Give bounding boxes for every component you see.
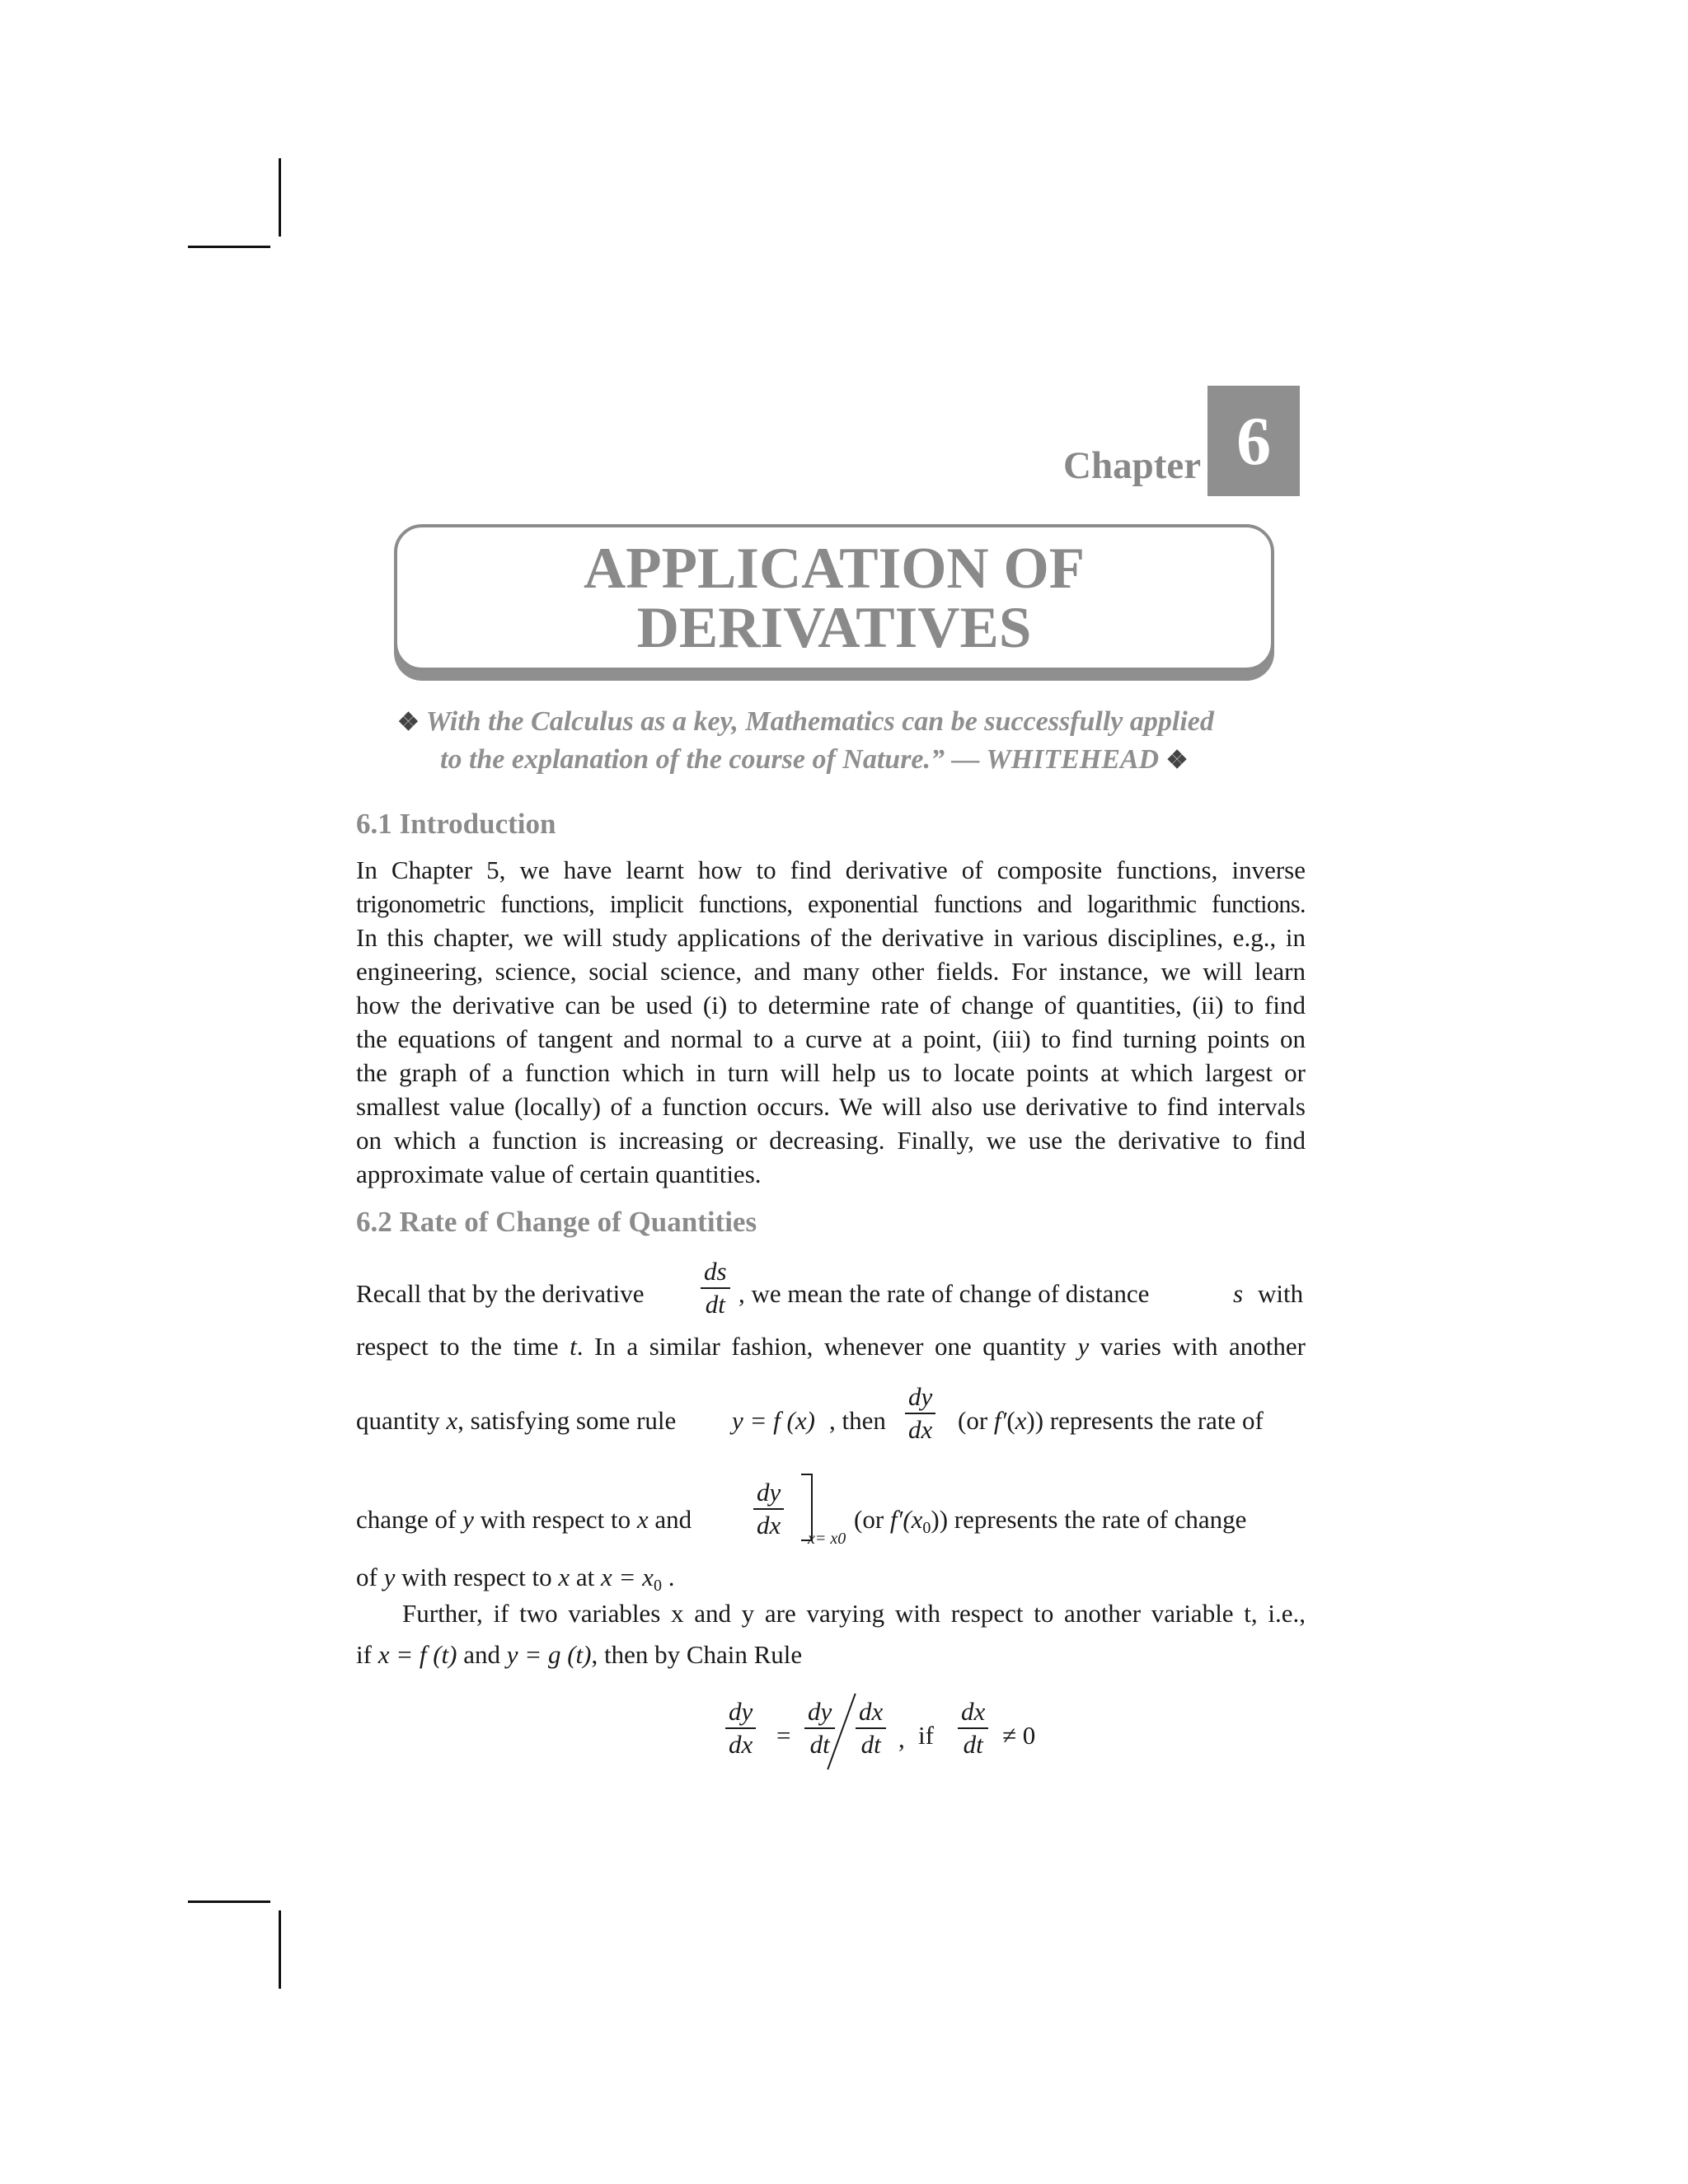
- text-segment: varies with another: [1089, 1332, 1306, 1361]
- fraction-dy-dx: [905, 1381, 935, 1446]
- paragraph-line: In this chapter, we will study applications of the derivative in various disciplines, e.g., in: [356, 923, 1306, 952]
- fraction-denominator: dx: [757, 1511, 781, 1540]
- text-segment: and: [457, 1640, 507, 1669]
- fraction-numerator: dy: [729, 1697, 753, 1726]
- equation-y-equals-f-x: y = f (x): [732, 1406, 815, 1435]
- chapter-title-line-2: DERIVATIVES: [636, 596, 1032, 660]
- section-heading-introduction: 6.1 Introduction: [356, 808, 556, 840]
- diamond-icon: ❖: [397, 709, 420, 736]
- not-equal-zero: ≠ 0: [1002, 1721, 1036, 1750]
- crop-mark-bottom-vertical: [279, 1910, 281, 1989]
- paragraph-line: the graph of a function which in turn will help us to locate points at which largest or: [356, 1058, 1306, 1087]
- paragraph-line: engineering, science, social science, and many other fields. For instance, we will learn: [356, 957, 1306, 986]
- subscript: 0: [653, 1577, 662, 1595]
- text-segment: if: [356, 1640, 378, 1669]
- fraction-denominator: dt: [705, 1290, 725, 1319]
- chain-rule-equation: [725, 1690, 1071, 1772]
- equation-x-equals-x0: x = x: [601, 1563, 654, 1591]
- variable-x: x: [558, 1563, 570, 1591]
- variable-t: t: [570, 1332, 577, 1361]
- paragraph-line: smallest value (locally) of a function occurs. We will also use derivative to find intervals: [356, 1092, 1306, 1121]
- text-segment: with respect to: [395, 1563, 559, 1591]
- fraction-denominator: dt: [963, 1730, 983, 1759]
- chapter-number: 6: [1207, 386, 1300, 496]
- fraction-numerator: dx: [961, 1697, 986, 1726]
- fraction-denominator: dt: [860, 1730, 881, 1759]
- text-if: if: [918, 1721, 934, 1750]
- fraction-denominator: dt: [809, 1730, 830, 1759]
- comma: ,: [898, 1724, 905, 1753]
- equation-x-equals-f-t: x = f (t): [377, 1640, 457, 1669]
- paragraph-line: [356, 1330, 1306, 1363]
- fraction-dx-dt: [856, 1696, 886, 1760]
- text-segment: of: [356, 1563, 384, 1591]
- evaluation-subscript: x= x0: [808, 1530, 846, 1548]
- diamond-icon: ❖: [1165, 747, 1189, 774]
- text-segment: , then by Chain Rule: [591, 1640, 803, 1669]
- paragraph-line: In Chapter 5, we have learnt how to find derivative of composite functions, inverse: [356, 855, 1306, 884]
- text-segment: quantity x, satisfying some rule: [356, 1406, 677, 1435]
- fraction-numerator: dx: [859, 1697, 884, 1726]
- text-segment: , we mean the rate of change of distance: [738, 1279, 1150, 1308]
- chapter-title-line-1: APPLICATION OF: [583, 537, 1085, 601]
- text-segment: , then: [829, 1406, 886, 1435]
- chapter-label: Chapter: [1063, 444, 1202, 487]
- paragraph-line: Further, if two variables x and y are varying with respect to another variable t, i.e.,: [402, 1599, 1306, 1628]
- text-segment: (or $f'(x_0)$) represents the rate of change: [854, 1505, 1247, 1537]
- paragraph-line: the equations of tangent and normal to a curve at a point, (iii) to find turning points on: [356, 1024, 1306, 1053]
- text-segment: (or f′(x)) represents the rate of: [958, 1406, 1264, 1435]
- paragraph-line: trigonometric functions, implicit functions, exponential functions and logarithmic functions.: [356, 890, 1306, 918]
- text-segment: . In a similar fashion, whenever one quantity: [576, 1332, 1078, 1361]
- paragraph-line: on which a function is increasing or decreasing. Finally, we use the derivative to find: [356, 1126, 1306, 1155]
- fraction-numerator: ds: [704, 1257, 727, 1286]
- paragraph-line: [356, 1638, 1306, 1671]
- chapter-title-box: [394, 524, 1274, 671]
- paragraph-line: how the derivative can be used (i) to determine rate of change of quantities, (ii) to find: [356, 991, 1306, 1019]
- fraction-dx-dt-condition: [958, 1696, 988, 1760]
- crop-mark-top-horizontal: [188, 246, 270, 248]
- text-segment: .: [661, 1563, 675, 1591]
- crop-mark-top-vertical: [279, 158, 281, 237]
- variable-s: s: [1233, 1279, 1244, 1308]
- chapter-tag: [1063, 386, 1300, 496]
- epigraph-line-2: to the explanation of the course of Nature.” — WHITEHEAD: [440, 744, 1160, 775]
- epigraph-line-1: With the Calculus as a key, Mathematics can be successfully applied: [425, 706, 1214, 737]
- text-segment: change of y with respect to x and: [356, 1505, 692, 1534]
- variable-y: y: [1077, 1332, 1090, 1361]
- equation-y-equals-g-t: y = g (t): [506, 1640, 592, 1669]
- section-heading-rate-of-change: 6.2 Rate of Change of Quantities: [356, 1206, 757, 1238]
- variable-y: y: [383, 1563, 396, 1591]
- fraction-dy-dx-evaluated: [753, 1477, 784, 1541]
- math-row-dy-dx: [356, 1373, 1306, 1464]
- fraction-dy-dt: [804, 1696, 835, 1760]
- fraction-numerator: dy: [908, 1382, 933, 1411]
- fraction-numerator: dy: [757, 1478, 781, 1507]
- text-segment: respect to the time: [356, 1332, 570, 1361]
- crop-mark-bottom-horizontal: [188, 1900, 270, 1903]
- math-row-dy-dx-at-x0: [356, 1464, 1306, 1554]
- equals-sign: =: [776, 1721, 791, 1750]
- fraction-ds-dt: [701, 1256, 730, 1320]
- text-segment: with: [1258, 1279, 1304, 1308]
- fraction-dy-dx: [725, 1696, 756, 1760]
- paragraph-line: approximate value of certain quantities.: [356, 1160, 762, 1188]
- text-segment: at: [570, 1563, 601, 1591]
- fraction-numerator: dy: [808, 1697, 832, 1726]
- text-segment: Recall that by the derivative: [356, 1279, 645, 1308]
- fraction-denominator: dx: [729, 1730, 753, 1759]
- fraction-denominator: dx: [908, 1415, 933, 1444]
- paragraph-line: [356, 1561, 1306, 1602]
